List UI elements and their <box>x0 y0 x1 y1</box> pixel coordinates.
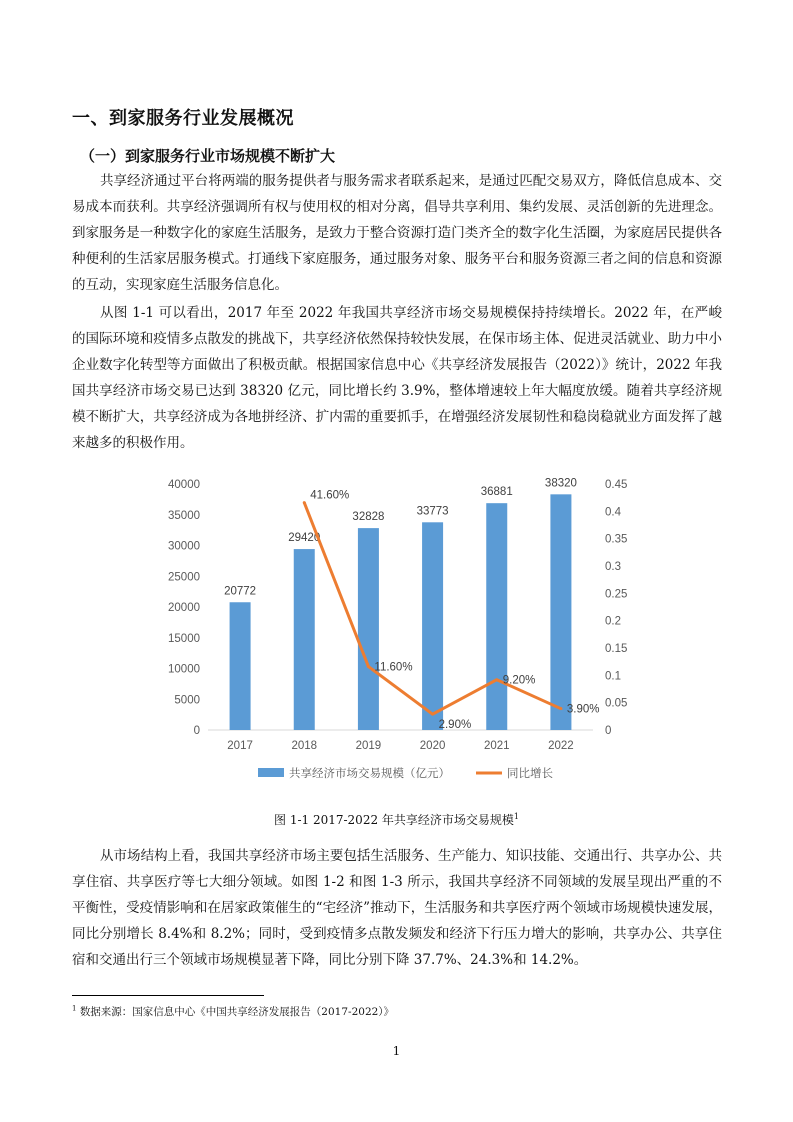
left-axis-tick-label: 25000 <box>168 571 200 584</box>
bar-value-label: 33773 <box>416 505 449 518</box>
left-axis-tick-label: 30000 <box>168 540 200 553</box>
right-axis-tick-label: 0.1 <box>605 670 621 683</box>
right-axis-tick-label: 0.3 <box>605 561 621 573</box>
paragraph-growth: 从图 1-1 可以看出，2017 年至 2022 年我国共享经济市场交易规模保持持续增长。2022 年，在严峻的国际环境和疫情多点散发的挑战下，共享经济依然保持较快发展，在保市场主体、促进灵活就业、助力中小企业数字化转型等方面做出了积极贡献。根据国家信息中心《共享经济发展报告（2022）》统计，2022 年我国共享经济市场交易已达到 38320 亿元，同比增长约 3.9%，整体增速较上年大幅度放缓。随着共享经济规模不断扩大，共享经济成为各地拼经济、扩内需的重要抓手，在增强经济发展韧性和稳岗稳就业方面发挥了越来越多的积极作用。 <box>72 305 722 451</box>
growth-value-label: 3.90% <box>566 703 600 716</box>
x-axis-tick-label: 2018 <box>291 740 318 752</box>
growth-value-label: 11.60% <box>374 661 413 674</box>
growth-value-label: 2.90% <box>438 719 472 732</box>
subsection-heading: （一）到家服务行业市场规模不断扩大 <box>80 147 336 165</box>
growth-point-2019 <box>367 665 370 668</box>
figure-caption-text: 图 1-1 2017-2022 年共享经济市场交易规模 <box>274 813 514 827</box>
page-number: 1 <box>392 1044 401 1058</box>
growth-point-2020 <box>431 713 434 716</box>
right-axis-tick-label: 0.45 <box>605 479 628 491</box>
bar-2018 <box>294 549 315 730</box>
paragraph-intro: 共享经济通过平台将两端的服务提供者与服务需求者联系起来，是通过匹配交易双方，降低信息成本、交易成本而获利。共享经济强调所有权与使用权的相对分离，倡导共享利用、集约发展、灵活创新的先进理念。到家服务是一种数字化的家庭生活服务，是致力于整合资源打造门类齐全的数字化生活圈，为家庭居民提供各种便利的生活家居服务模式。打通线下家庭服务，通过服务对象、服务平台和服务资源三者之间的信息和资源的互动，实现家庭生活服务信息化。 <box>72 173 722 293</box>
left-axis-tick-label: 0 <box>193 725 200 737</box>
legend-bar-label: 共享经济市场交易规模（亿元） <box>289 768 450 780</box>
left-axis-tick-label: 35000 <box>168 509 200 522</box>
x-axis-tick-label: 2020 <box>419 740 446 752</box>
caption-footnote-mark: 1 <box>513 812 519 821</box>
x-axis-tick-label: 2021 <box>483 740 510 752</box>
right-axis-tick-label: 0.15 <box>605 643 628 655</box>
right-axis-tick-label: 0 <box>605 725 612 737</box>
bar-value-label: 29420 <box>288 532 321 545</box>
bar-value-label: 20772 <box>224 585 257 598</box>
bar-value-label: 32828 <box>352 511 385 524</box>
right-axis-tick-label: 0.05 <box>605 697 628 710</box>
footnote-divider <box>72 995 264 996</box>
growth-point-2021 <box>495 678 498 681</box>
right-axis-tick-label: 0.4 <box>605 506 621 519</box>
legend-line-label: 同比增长 <box>507 768 553 780</box>
footnote-text: 数据来源：国家信息中心《中国共享经济发展报告（2017-2022）》 <box>79 1006 395 1018</box>
bar-2017 <box>230 602 251 730</box>
footnote-mark: 1 <box>72 1004 77 1013</box>
bar-2020 <box>422 522 443 730</box>
x-axis-tick-label: 2019 <box>355 740 382 752</box>
growth-value-label: 41.60% <box>310 489 350 502</box>
bar-value-label: 38320 <box>544 477 577 490</box>
x-axis-tick-label: 2022 <box>548 740 574 752</box>
section-heading: 一、到家服务行业发展概况 <box>72 108 294 129</box>
bar-2021 <box>486 503 507 730</box>
x-axis-tick-label: 2017 <box>227 740 253 752</box>
combo-chart-svg <box>158 460 638 798</box>
left-axis-tick-label: 20000 <box>168 602 200 614</box>
right-axis-tick-label: 0.25 <box>605 588 628 601</box>
footnote <box>72 1004 394 1019</box>
left-axis-tick-label: 15000 <box>168 632 200 645</box>
bar-2019 <box>358 528 379 730</box>
left-axis-tick-label: 5000 <box>174 694 200 707</box>
bar-2022 <box>550 494 571 730</box>
bar-value-label: 36881 <box>480 486 513 499</box>
left-axis-tick-label: 10000 <box>168 663 200 676</box>
figure-caption <box>0 811 793 828</box>
right-axis-tick-label: 0.35 <box>605 533 628 546</box>
legend-bar-swatch <box>258 768 284 777</box>
growth-point-2018 <box>303 501 306 504</box>
right-axis-tick-label: 0.2 <box>605 615 621 628</box>
paragraph-structure: 从市场结构上看，我国共享经济市场主要包括生活服务、生产能力、知识技能、交通出行、共享办公、共享住宿、共享医疗等七大细分领域。如图 1-2 和图 1-3 所示，我国共享经济不同领域的发展呈现出严重的不平衡性，受疫情影响和在居家政策催生的“宅经济”推动下，生活服务和共享医疗两个领域市场规模快速发展，同比分别增长 8.4%和 8.2%；同时，受到疫情多点散发频发和经济下行压力增大的影响，共享办公、共享住宿和交通出行三个领域市场规模显著下降，同比分别下降 37.7%、24.3%和 14.2%。 <box>72 848 722 968</box>
market-size-chart <box>158 460 638 798</box>
growth-value-label: 9.20% <box>502 674 536 687</box>
growth-point-2022 <box>559 707 562 710</box>
left-axis-tick-label: 40000 <box>168 479 200 491</box>
